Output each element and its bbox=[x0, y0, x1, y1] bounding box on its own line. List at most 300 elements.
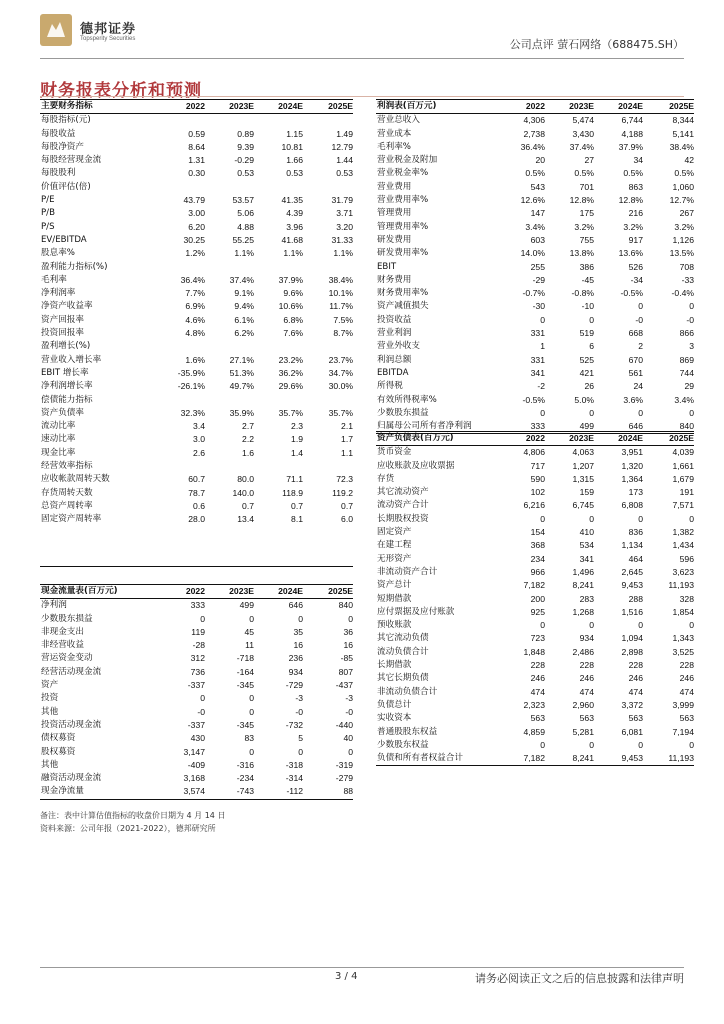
cell-value: 11.7% bbox=[329, 301, 353, 312]
cell-value: 1,320 bbox=[621, 460, 643, 471]
cell-value: 246 bbox=[679, 673, 694, 684]
row-label: 长期借款 bbox=[377, 660, 412, 671]
row-label: 资产总计 bbox=[377, 580, 412, 591]
table-row bbox=[376, 181, 694, 194]
cell-value: 1.44 bbox=[336, 155, 353, 166]
cell-value: 5,474 bbox=[572, 115, 594, 126]
table-header-row bbox=[40, 585, 353, 599]
cell-value: 0 bbox=[249, 613, 254, 624]
cell-value: 3,372 bbox=[621, 699, 643, 710]
table-row bbox=[376, 526, 694, 539]
cell-value: 6.20 bbox=[188, 221, 205, 232]
table-row bbox=[376, 686, 694, 699]
cell-value: 0.5% bbox=[623, 168, 643, 179]
row-label: 股息率% bbox=[41, 248, 75, 259]
cell-value: 543 bbox=[530, 181, 545, 192]
row-label: 非流动资产合计 bbox=[377, 566, 438, 577]
table-row bbox=[376, 473, 694, 486]
cell-value: 1.1 bbox=[341, 447, 353, 458]
row-label: 每股股利 bbox=[41, 168, 76, 179]
report-type-and-stock: 公司点评 萤石网络（688475.SH） bbox=[509, 38, 684, 51]
table-row bbox=[376, 287, 694, 300]
cell-value: 0 bbox=[689, 301, 694, 312]
cell-value: 119 bbox=[191, 626, 205, 637]
row-label: EBIT bbox=[377, 261, 397, 272]
table-row bbox=[40, 247, 353, 260]
cell-value: 3,623 bbox=[672, 566, 694, 577]
table-row bbox=[376, 632, 694, 645]
table-row bbox=[376, 579, 694, 592]
cell-value: 0 bbox=[589, 314, 594, 325]
row-label: 负债和所有者权益合计 bbox=[376, 752, 496, 766]
cell-value: 1,343 bbox=[672, 633, 694, 644]
cell-value: 36 bbox=[343, 626, 353, 637]
cell-value bbox=[303, 261, 353, 274]
table-row bbox=[40, 340, 353, 353]
row-label: 经营活动现金流 bbox=[41, 666, 102, 677]
cell-value: 32.3% bbox=[180, 407, 205, 418]
cell-value: 0 bbox=[589, 407, 594, 418]
table-row bbox=[376, 194, 694, 207]
cell-value: 102 bbox=[530, 487, 545, 498]
cell-value: 3.4 bbox=[193, 421, 205, 432]
cell-value: 9.39 bbox=[237, 141, 254, 152]
cell-value: 8.7% bbox=[333, 328, 353, 339]
cell-value: 8.1 bbox=[291, 514, 303, 525]
cell-value: 1.15 bbox=[286, 128, 303, 139]
cell-value: 934 bbox=[579, 633, 594, 644]
cell-value: 35.9% bbox=[229, 407, 254, 418]
column-header: 2023E bbox=[205, 100, 254, 114]
cell-value: 3.4% bbox=[525, 221, 545, 232]
cell-value: 1.9 bbox=[291, 434, 303, 445]
cell-value: 8,241 bbox=[545, 752, 594, 766]
table-row bbox=[376, 274, 694, 287]
cell-value bbox=[205, 527, 254, 540]
cell-value: -10 bbox=[581, 301, 594, 312]
cell-value: 925 bbox=[530, 606, 545, 617]
cell-value: 464 bbox=[628, 553, 643, 564]
table-row bbox=[376, 699, 694, 712]
cell-value: 525 bbox=[579, 354, 594, 365]
cell-value bbox=[205, 553, 254, 567]
cell-value: 38.4% bbox=[328, 274, 353, 285]
table-row bbox=[40, 300, 353, 313]
row-label: 速动比率 bbox=[41, 434, 76, 445]
cell-value: 2.7 bbox=[242, 421, 254, 432]
cell-value: 0 bbox=[540, 314, 545, 325]
table-row bbox=[40, 460, 353, 473]
table-row bbox=[376, 354, 694, 367]
table-row bbox=[40, 354, 353, 367]
cell-value: 1.66 bbox=[286, 155, 303, 166]
cell-value: -440 bbox=[335, 719, 353, 730]
row-label: 其他 bbox=[41, 759, 59, 770]
cell-value: 4,063 bbox=[572, 447, 594, 458]
column-header: 2025E bbox=[303, 100, 353, 114]
cell-value: 2,898 bbox=[621, 646, 643, 657]
row-label: 少数股东损益 bbox=[377, 407, 429, 418]
table-row bbox=[40, 367, 353, 380]
table-header-row bbox=[376, 432, 694, 446]
table-row bbox=[376, 327, 694, 340]
cell-value: 45 bbox=[244, 626, 254, 637]
cell-value: 4,806 bbox=[523, 447, 545, 458]
cell-value: 1,854 bbox=[672, 606, 694, 617]
cell-value: 4.88 bbox=[237, 221, 254, 232]
cell-value: 2 bbox=[638, 341, 643, 352]
cell-value: 2,645 bbox=[621, 566, 643, 577]
table-row bbox=[40, 407, 353, 420]
table-row bbox=[376, 394, 694, 407]
cell-value: 1,094 bbox=[621, 633, 643, 644]
cell-value: -345 bbox=[236, 680, 254, 691]
table-row bbox=[40, 141, 353, 154]
row-label: 研发费用率% bbox=[377, 248, 429, 259]
brand-name-en: Topsperity Securities bbox=[80, 36, 136, 42]
row-label: 股权募资 bbox=[41, 746, 76, 757]
cell-value: 4.39 bbox=[286, 208, 303, 219]
row-label: 净利润率 bbox=[41, 288, 76, 299]
table-row bbox=[376, 659, 694, 672]
table-row bbox=[40, 626, 353, 639]
table-row bbox=[40, 759, 353, 772]
table-row bbox=[376, 712, 694, 725]
cell-value: 0 bbox=[348, 613, 353, 624]
cell-value: 1.6 bbox=[242, 447, 254, 458]
table-main-indicators bbox=[40, 99, 353, 567]
cell-value bbox=[303, 527, 353, 540]
row-label: 非流动负债合计 bbox=[377, 686, 438, 697]
cell-value: 3.0 bbox=[193, 434, 205, 445]
cell-value: -316 bbox=[236, 759, 254, 770]
cell-value: 255 bbox=[530, 261, 545, 272]
table-row bbox=[40, 746, 353, 759]
cell-value bbox=[254, 540, 303, 553]
cell-value: 9,453 bbox=[594, 752, 643, 766]
cell-value: -35.9% bbox=[177, 367, 205, 378]
cell-value: 1,679 bbox=[672, 473, 694, 484]
cell-value: 154 bbox=[530, 527, 545, 538]
cell-value: 31.33 bbox=[331, 234, 353, 245]
table-row bbox=[376, 593, 694, 606]
cell-value bbox=[205, 340, 254, 353]
cell-value: 1 bbox=[540, 341, 545, 352]
cell-value: 3.2% bbox=[674, 221, 694, 232]
cell-value: 840 bbox=[338, 600, 353, 611]
cell-value: 5,141 bbox=[672, 128, 694, 139]
row-label: 营业税金及附加 bbox=[377, 155, 438, 166]
cell-value: 4,306 bbox=[523, 115, 545, 126]
table-row bbox=[40, 394, 353, 407]
cell-value: 246 bbox=[628, 673, 643, 684]
cell-value: 917 bbox=[628, 234, 643, 245]
row-label: 投资活动现金流 bbox=[41, 719, 102, 730]
table-row bbox=[40, 666, 353, 679]
cell-value: 7,182 bbox=[523, 580, 545, 591]
table-row bbox=[40, 114, 353, 128]
cell-value: 228 bbox=[579, 660, 594, 671]
cell-value: 36.2% bbox=[278, 367, 303, 378]
row-label: 短期借款 bbox=[377, 593, 412, 604]
cell-value: -0 bbox=[197, 706, 205, 717]
table-row bbox=[40, 487, 353, 500]
cell-value: 37.4% bbox=[229, 274, 254, 285]
cell-value: 6.8% bbox=[283, 314, 303, 325]
table-row bbox=[40, 500, 353, 513]
cell-value: 1,060 bbox=[672, 181, 694, 192]
cell-value: 1.49 bbox=[336, 128, 353, 139]
cell-value: 10.6% bbox=[278, 301, 303, 312]
cell-value: 3.00 bbox=[188, 208, 205, 219]
cell-value: 6,081 bbox=[621, 726, 643, 737]
cell-value: 0.5% bbox=[574, 168, 594, 179]
table-row bbox=[40, 785, 353, 799]
table-row bbox=[376, 726, 694, 739]
cell-value bbox=[161, 181, 205, 194]
column-header: 2022 bbox=[496, 432, 545, 446]
cell-value: 646 bbox=[594, 420, 643, 434]
table-row bbox=[40, 433, 353, 446]
cell-value bbox=[254, 553, 303, 567]
cell-value: -314 bbox=[285, 773, 303, 784]
cell-value: -29 bbox=[532, 274, 545, 285]
row-label: 财务费用 bbox=[377, 274, 412, 285]
cell-value: 1.6% bbox=[185, 354, 205, 365]
cell-value: 0 bbox=[589, 739, 594, 750]
row-label: 归属母公司所有者净利润 bbox=[376, 420, 496, 434]
cell-value: 0.53 bbox=[237, 168, 254, 179]
table-row bbox=[40, 692, 353, 705]
cell-value: 3,574 bbox=[161, 785, 205, 799]
cell-value: 0 bbox=[689, 407, 694, 418]
cell-value: 36.4% bbox=[180, 274, 205, 285]
table-row bbox=[376, 672, 694, 685]
cell-value: 26 bbox=[584, 381, 594, 392]
cell-value: 228 bbox=[628, 660, 643, 671]
row-label: EV/EBITDA bbox=[41, 234, 87, 245]
row-label: 资产减值损失 bbox=[377, 301, 429, 312]
cell-value: 228 bbox=[530, 660, 545, 671]
cell-value: 333 bbox=[190, 600, 205, 611]
cell-value: 708 bbox=[679, 261, 694, 272]
table-row bbox=[376, 167, 694, 180]
row-label: 固定资产 bbox=[377, 527, 412, 538]
table-row bbox=[40, 207, 353, 220]
cell-value: 88 bbox=[303, 785, 353, 799]
cell-value bbox=[161, 527, 205, 540]
cell-value: 2.3 bbox=[291, 421, 303, 432]
row-label: 净利润增长率 bbox=[41, 381, 93, 392]
cell-value: 9,453 bbox=[621, 580, 643, 591]
cell-value: 0.89 bbox=[237, 128, 254, 139]
cell-value: 30.0% bbox=[328, 381, 353, 392]
cell-value: 23.2% bbox=[278, 354, 303, 365]
cell-value: 2.2 bbox=[242, 434, 254, 445]
row-label: 应付票据及应付账款 bbox=[377, 606, 455, 617]
table-row bbox=[376, 221, 694, 234]
table-balance-sheet bbox=[376, 431, 694, 766]
cell-value: 3,168 bbox=[183, 773, 205, 784]
cell-value: 474 bbox=[579, 686, 594, 697]
cell-value: 3,951 bbox=[621, 447, 643, 458]
cell-value: 2,960 bbox=[572, 699, 594, 710]
cell-value: 24 bbox=[633, 381, 643, 392]
cell-value: 4,859 bbox=[523, 726, 545, 737]
row-label: 实收资本 bbox=[377, 713, 412, 724]
cell-value: 3.4% bbox=[674, 394, 694, 405]
cell-value: 0.7 bbox=[341, 500, 353, 511]
table-row bbox=[40, 314, 353, 327]
cell-value: 312 bbox=[190, 653, 205, 664]
cell-value: 755 bbox=[579, 234, 594, 245]
cell-value bbox=[161, 460, 205, 473]
cell-value: 28.0 bbox=[188, 514, 205, 525]
table-row bbox=[40, 553, 353, 567]
cell-value bbox=[205, 181, 254, 194]
cell-value: 866 bbox=[679, 328, 694, 339]
row-label: 无形资产 bbox=[377, 553, 412, 564]
cell-value: 0 bbox=[638, 407, 643, 418]
cell-value: 0.7 bbox=[242, 500, 254, 511]
cell-value: 35.7% bbox=[328, 407, 353, 418]
row-label: 有效所得税率% bbox=[377, 394, 437, 405]
cell-value: 27 bbox=[584, 155, 594, 166]
row-label: 价值评估(倍) bbox=[41, 181, 91, 192]
row-label: 其它长期负债 bbox=[377, 673, 429, 684]
cell-value: 159 bbox=[579, 487, 594, 498]
row-label: 现金净流量 bbox=[40, 785, 161, 799]
cell-value: 519 bbox=[579, 328, 594, 339]
cell-value: 8,344 bbox=[672, 115, 694, 126]
column-header: 2023E bbox=[545, 432, 594, 446]
cell-value: 1,207 bbox=[572, 460, 594, 471]
cell-value: 2,486 bbox=[572, 646, 594, 657]
row-label: P/E bbox=[41, 195, 55, 206]
row-label: 流动负债合计 bbox=[377, 646, 429, 657]
cell-value: 34.7% bbox=[328, 367, 353, 378]
cell-value: -234 bbox=[236, 773, 254, 784]
cell-value: 29 bbox=[684, 381, 694, 392]
cell-value: -0.5% bbox=[620, 288, 643, 299]
row-label: 投资收益 bbox=[377, 314, 412, 325]
brand-logo bbox=[40, 14, 72, 46]
cell-value: 49.7% bbox=[229, 381, 254, 392]
cell-value bbox=[303, 540, 353, 553]
row-label: 研发费用 bbox=[377, 234, 412, 245]
cell-value: 0 bbox=[249, 693, 254, 704]
cell-value: 331 bbox=[530, 354, 545, 365]
cell-value: 526 bbox=[628, 261, 643, 272]
row-label: 债权募资 bbox=[41, 733, 76, 744]
cell-value: 840 bbox=[643, 420, 694, 434]
cell-value: 0.53 bbox=[286, 168, 303, 179]
cell-value: -33 bbox=[681, 274, 694, 285]
cell-value: 53.57 bbox=[232, 195, 254, 206]
table-row bbox=[376, 207, 694, 220]
cell-value: -437 bbox=[335, 680, 353, 691]
cell-value: 0 bbox=[298, 613, 303, 624]
row-label: 融资活动现金流 bbox=[41, 773, 102, 784]
cell-value: 12.6% bbox=[520, 195, 545, 206]
cell-value: 41.35 bbox=[281, 195, 303, 206]
table-row bbox=[40, 380, 353, 393]
row-label: 每股指标(元) bbox=[41, 115, 91, 126]
cell-value bbox=[161, 340, 205, 353]
table-row bbox=[40, 732, 353, 745]
cell-value: 13.6% bbox=[618, 248, 643, 259]
column-header: 2024E bbox=[594, 100, 643, 114]
column-header: 2022 bbox=[161, 585, 205, 599]
cell-value: 0 bbox=[589, 513, 594, 524]
table-row bbox=[40, 287, 353, 300]
table-title: 主要财务指标 bbox=[40, 100, 161, 114]
table-row bbox=[376, 141, 694, 154]
cell-value: 561 bbox=[628, 367, 643, 378]
cell-value: -0 bbox=[345, 706, 353, 717]
cell-value: -3 bbox=[295, 693, 303, 704]
cell-value: 3.2% bbox=[574, 221, 594, 232]
cell-value: 701 bbox=[579, 181, 594, 192]
cell-value bbox=[161, 394, 205, 407]
cell-value: 71.1 bbox=[286, 474, 303, 485]
cell-value: 6 bbox=[589, 341, 594, 352]
column-header: 2025E bbox=[303, 585, 353, 599]
cell-value: 6,216 bbox=[523, 500, 545, 511]
cell-value: 0 bbox=[689, 513, 694, 524]
cell-value: 80.0 bbox=[237, 474, 254, 485]
row-label: 营业成本 bbox=[377, 128, 412, 139]
cell-value: 37.9% bbox=[618, 141, 643, 152]
cell-value: -0.4% bbox=[671, 288, 694, 299]
table-row bbox=[376, 486, 694, 499]
cell-value: 37.9% bbox=[278, 274, 303, 285]
cell-value: 191 bbox=[679, 487, 694, 498]
page-number: 3 / 4 bbox=[335, 971, 358, 982]
row-label: 现金比率 bbox=[41, 447, 76, 458]
cell-value: 0 bbox=[249, 706, 254, 717]
table-row bbox=[376, 513, 694, 526]
row-label: 流动比率 bbox=[41, 421, 76, 432]
column-header: 2023E bbox=[205, 585, 254, 599]
table-title: 现金流量表(百万元) bbox=[40, 585, 161, 599]
table-row bbox=[376, 300, 694, 313]
cell-value: 1.4 bbox=[291, 447, 303, 458]
cell-value: 0 bbox=[689, 620, 694, 631]
cell-value: 1.2% bbox=[185, 248, 205, 259]
cell-value: 2.6 bbox=[193, 447, 205, 458]
table-row bbox=[376, 367, 694, 380]
brand-name: 德邦证券 bbox=[80, 22, 137, 37]
cell-value: 16 bbox=[293, 640, 303, 651]
cell-value: 328 bbox=[679, 593, 694, 604]
cell-value: -34 bbox=[630, 274, 643, 285]
cell-value: 3,525 bbox=[672, 646, 694, 657]
cell-value: 13.4 bbox=[237, 514, 254, 525]
cell-value: 474 bbox=[530, 686, 545, 697]
cell-value: 30.25 bbox=[183, 234, 205, 245]
row-label: 每股净资产 bbox=[41, 141, 84, 152]
row-label: 存货周转天数 bbox=[41, 487, 93, 498]
cell-value: 0.6 bbox=[193, 500, 205, 511]
cell-value: 563 bbox=[628, 713, 643, 724]
cell-value: 78.7 bbox=[188, 487, 205, 498]
row-label: 营业税金率% bbox=[377, 168, 429, 179]
cell-value: 173 bbox=[628, 487, 643, 498]
cell-value bbox=[254, 181, 303, 194]
row-label bbox=[40, 540, 161, 553]
row-label: 投资回报率 bbox=[41, 328, 84, 339]
